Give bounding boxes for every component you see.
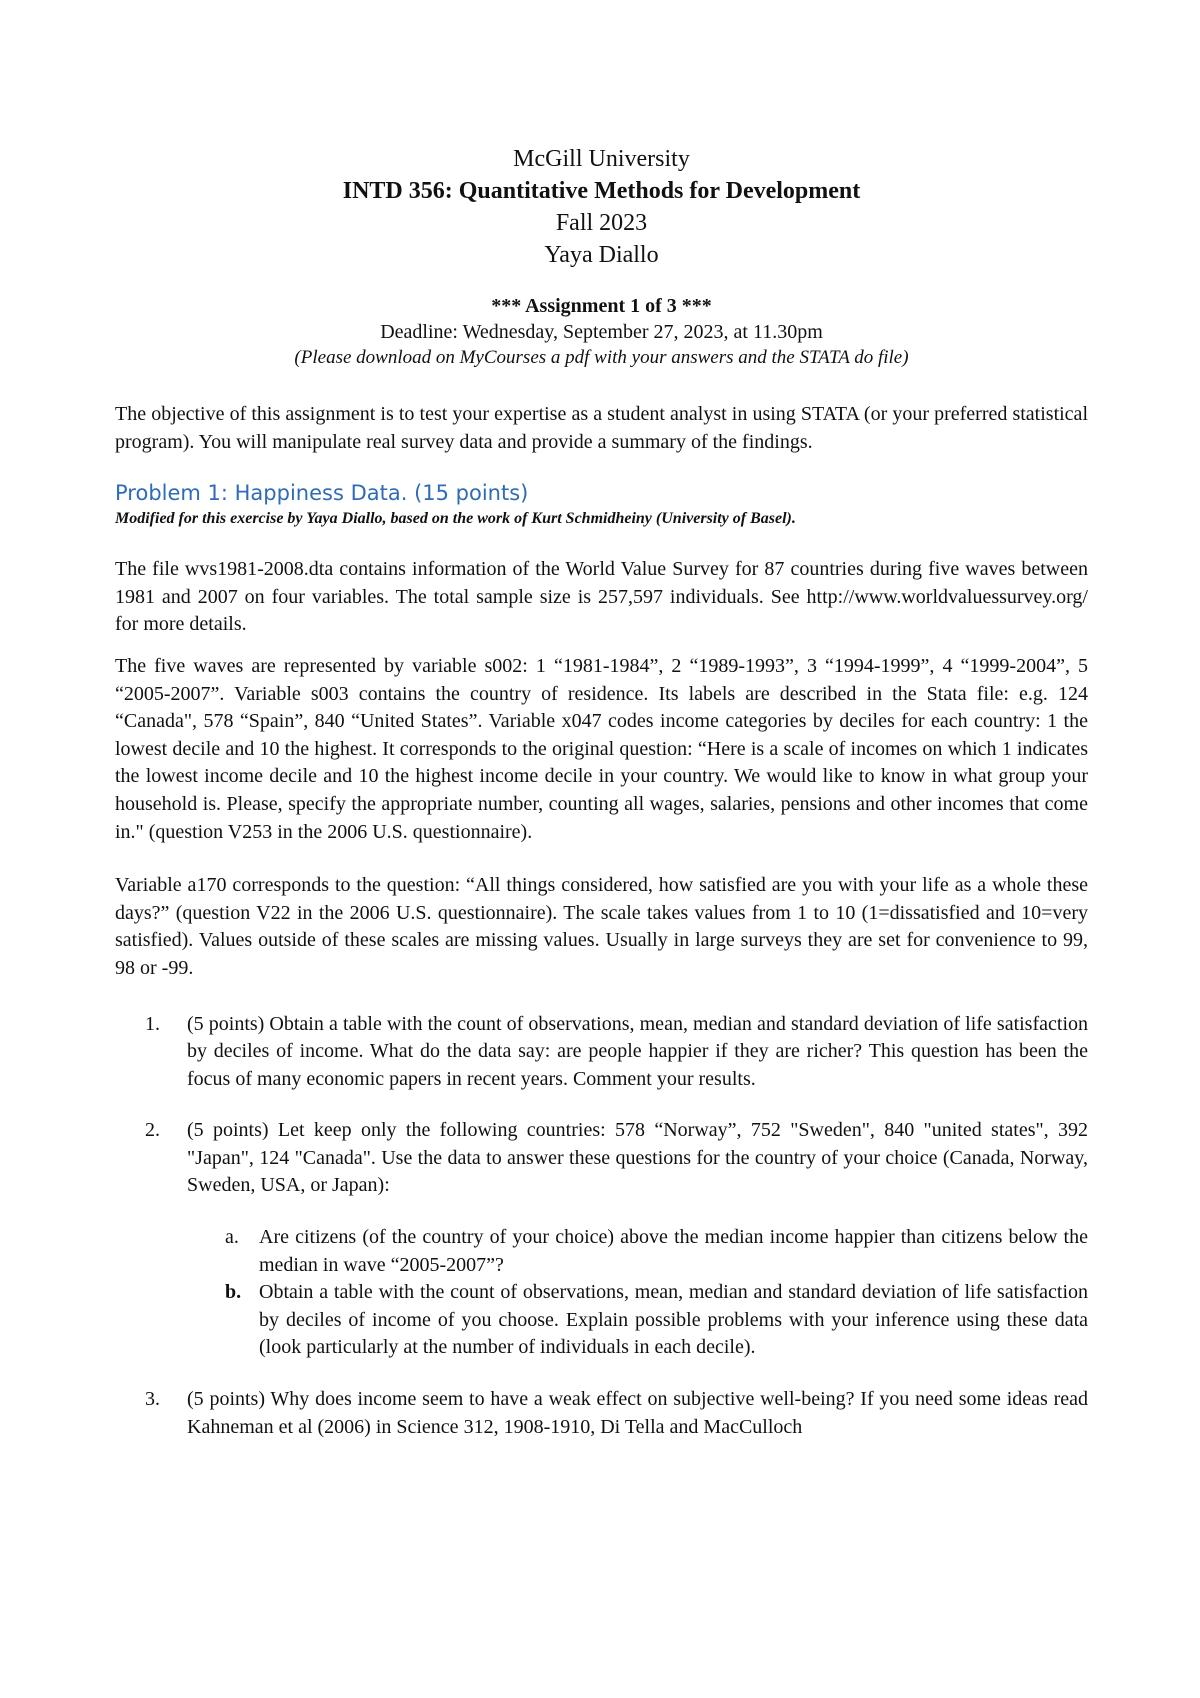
problem-heading: Problem 1: Happiness Data. (15 points) <box>115 481 529 506</box>
question-item <box>115 1117 1088 1362</box>
assignment-block <box>115 293 1088 371</box>
assignment-deadline: Deadline: Wednesday, September 27, 2023, at 11.30pm <box>380 321 823 343</box>
problem-attribution: Modified for this exercise by Yaya Diallo, based on the work of Kurt Schmidheiny (University of Basel). <box>115 510 796 528</box>
intro-paragraph: The objective of this assignment is to test your expertise as a student analyst in using STATA (or your preferred statistical program). You will manipulate real survey data and provide a summary of the findings. <box>115 403 1088 453</box>
data-description-paragraph: The file wvs1981-2008.dta contains information of the World Value Survey for 87 countries during five waves between 1981 and 2007 on four variables. The total sample size is 257,597 individuals. See http://www.worldvaluessurvey.org/ for more details. <box>115 558 1088 636</box>
question-number: 2. <box>145 1119 160 1142</box>
question-text: (5 points) Obtain a table with the count of observations, mean, median and standard deviation of life satisfaction by deciles of income. What do the data say: are people happier if they are richer? This question has been the focus of many economic papers in recent years. Comment your results. <box>187 1012 1088 1090</box>
question-item <box>115 1011 1088 1094</box>
sub-question-list <box>187 1224 1088 1362</box>
sub-question-text: Obtain a table with the count of observations, mean, median and standard deviation of life satisfaction by deciles of income of you choose. Explain possible problems with your inference using these data (look particularly at the number of individuals in each decile). <box>259 1281 1088 1359</box>
sub-question-text: Are citizens (of the country of your choice) above the median income happier than citizens below the median in wave “2005-2007”? <box>259 1226 1088 1276</box>
university-name: McGill University <box>513 146 690 172</box>
sub-question-letter: b. <box>225 1281 242 1304</box>
question-item <box>115 1386 1088 1441</box>
variables-paragraph: The five waves are represented by variable s002: 1 “1981-1984”, 2 “1989-1993”, 3 “1994-1999”, 4 “1999-2004”, 5 “2005-2007”. Variable s003 contains the country of residence. Its labels are described in the Stata file: e.g. 124 “Canada", 578 “Spain”, 840 “United States”. Variable x047 codes income categories by deciles for each country: 1 the lowest decile and 10 the highest. It corresponds to the original question: “Here is a scale of incomes on which 1 indicates the lowest income decile and 10 the highest income decile in your country. We would like to know in what group your household is. Please, specify the appropriate number, counting all wages, salaries, pensions and other incomes that come in." (question V253 in the 2006 U.S. questionnaire). <box>115 654 1088 843</box>
term: Fall 2023 <box>555 210 648 236</box>
submission-note: (Please download on MyCourses a pdf with your answers and the STATA do file) <box>294 347 909 368</box>
sub-question-item <box>187 1279 1088 1362</box>
course-title: INTD 356: Quantitative Methods for Development <box>342 178 861 204</box>
document-content <box>115 143 1088 1465</box>
life-satisfaction-paragraph: Variable a170 corresponds to the question: “All things considered, how satisfied are you with your life as a whole these days?” (question V22 in the 2006 U.S. questionnaire). The scale takes values from 1 to 10 (1=dissatisfied and 10=very satisfied). Values outside of these scales are missing values. Usually in large surveys they are set for convenience to 99, 98 or -99. <box>115 874 1088 979</box>
sub-question-letter: a. <box>225 1226 239 1249</box>
question-number: 3. <box>145 1388 160 1411</box>
assignment-title: *** Assignment 1 of 3 *** <box>491 295 712 317</box>
document-header <box>115 143 1088 271</box>
question-list <box>115 1011 1088 1442</box>
question-text: (5 points) Why does income seem to have a weak effect on subjective well-being? If you need some ideas read Kahneman et al (2006) in Science 312, 1908-1910, Di Tella and MacCulloch <box>187 1388 1088 1438</box>
question-number: 1. <box>145 1012 160 1035</box>
question-text: (5 points) Let keep only the following countries: 578 “Norway”, 752 "Sweden", 840 "united states", 392 "Japan", 124 "Canada". Use the data to answer these questions for the country of your choice (Canada, Norway, Sweden, USA, or Japan): <box>187 1119 1088 1197</box>
instructor-name: Yaya Diallo <box>544 242 659 268</box>
sub-question-item <box>187 1224 1088 1279</box>
